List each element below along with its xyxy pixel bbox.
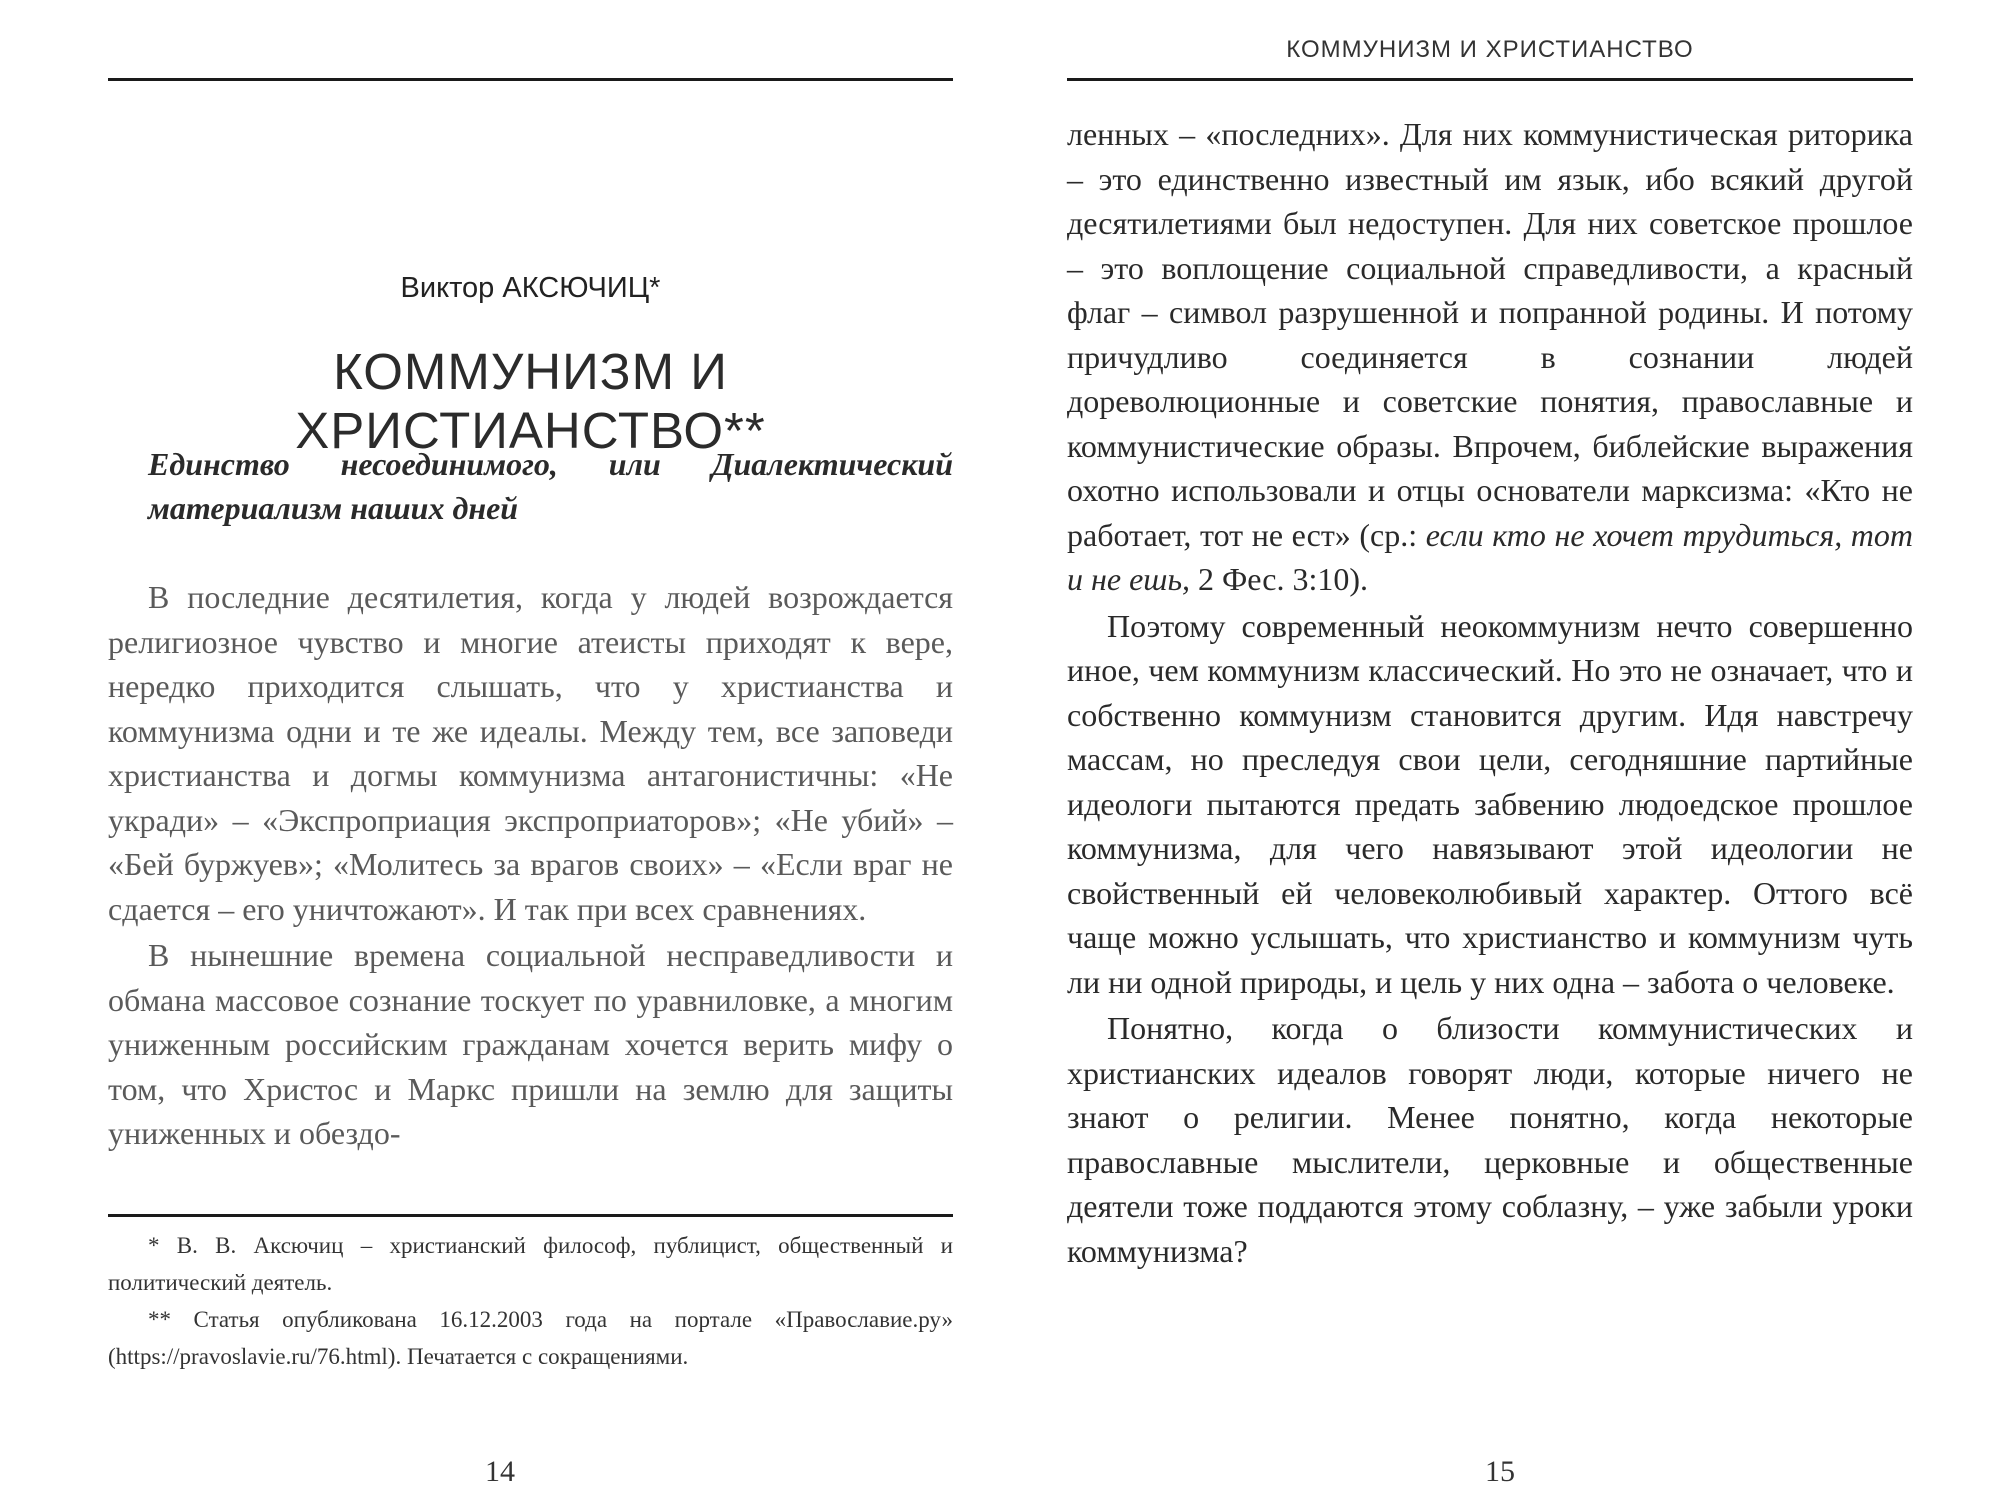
- left-body-text: [108, 575, 953, 1158]
- paragraph-text: ленных – «последних». Для них коммунистическая риторика – это единственно известный им язык, ибо всякий другой десятилетиями был недоступен. Для них советское прошлое – это воплощение социальной справедливости, а красный флаг – символ разрушенной и попранной родины. И потому причудливо соединяется в сознании людей дореволюционные и советские понятия, православные и коммунистические образы. Впрочем, библейские выражения охотно использовали и отцы основатели марксизма: «Кто не работает, тот не ест» (ср.:: [1067, 116, 1913, 553]
- paragraph: В нынешние времена социальной несправедливости и обмана массовое сознание тоскует по уравниловке, а многим униженным российским гражданам хочется верить мифу о том, что Христос и Маркс пришли на землю для защиты униженных и обездо-: [108, 937, 953, 1151]
- footnotes: [108, 1227, 953, 1375]
- paragraph-text: 2 Фес. 3:10).: [1190, 561, 1369, 597]
- article-title: КОММУНИЗМ И ХРИСТИАНСТВО**: [295, 343, 766, 459]
- paragraph: Поэтому современный неокоммунизм нечто совершенно иное, чем коммунизм классический. Но это не означает, что и собственно коммунизм становится другим. Идя навстречу массам, но преследуя свои цели, сегодняшние партийные идеологи пытаются предать забвению людоедское прошлое коммунизма, для чего навязывают этой идеологии не свойственный ей человеколюбивый характер. Оттого всё чаще можно услышать, что христианство и коммунизм чуть ли ни одной природы, и цель у них одна – забота о человеке.: [1067, 607, 1913, 1000]
- author-name: Виктор АКСЮЧИЦ*: [400, 272, 661, 304]
- header-rule: [108, 78, 953, 81]
- page-number: 14: [485, 1455, 515, 1488]
- paragraph: В последние десятилетия, когда у людей возрождается религиозное чувство и многие атеисты приходят к вере, нередко приходится слышать, что у христианства и коммунизма одни и те же идеалы. Между тем, все заповеди христианства и догмы коммунизма антагонистичны: «Не укради» – «Экспроприация экспроприаторов»; «Не убий» – «Бей буржуев»; «Молитесь за врагов своих» – «Если враг не сдается – его уничтожают». И так при всех сравнениях.: [108, 579, 953, 927]
- footnote: * В. В. Аксючиц – христианский философ, публицист, общественный и политический деятель.: [108, 1233, 953, 1295]
- footnote: ** Статья опубликована 16.12.2003 года на портале «Православие.ру» (https://pravoslavie.ru/76.html). Печатается с сокращениями.: [108, 1307, 953, 1369]
- scripture-quote: если кто не хочет трудиться, тот и не ешь,: [1067, 516, 1914, 597]
- article-subtitle: Единство несоединимого, или Диалектический материализм наших дней: [148, 446, 953, 526]
- footnote-rule: [108, 1214, 953, 1217]
- right-page: [1000, 0, 2000, 1506]
- paragraph: [1067, 112, 1913, 602]
- header-rule: [1067, 78, 1913, 81]
- running-head: КОММУНИЗМ И ХРИСТИАНСТВО: [1286, 36, 1694, 63]
- page-number: 15: [1485, 1455, 1515, 1488]
- paragraph: Понятно, когда о близости коммунистических и христианских идеалов говорят люди, которые ничего не знают о религии. Менее понятно, когда некоторые православные мыслители, церковные и общественные деятели тоже поддаются этому соблазну, – уже забыли уроки коммунизма?: [1067, 1010, 1913, 1269]
- right-body-text: [1067, 112, 1913, 1275]
